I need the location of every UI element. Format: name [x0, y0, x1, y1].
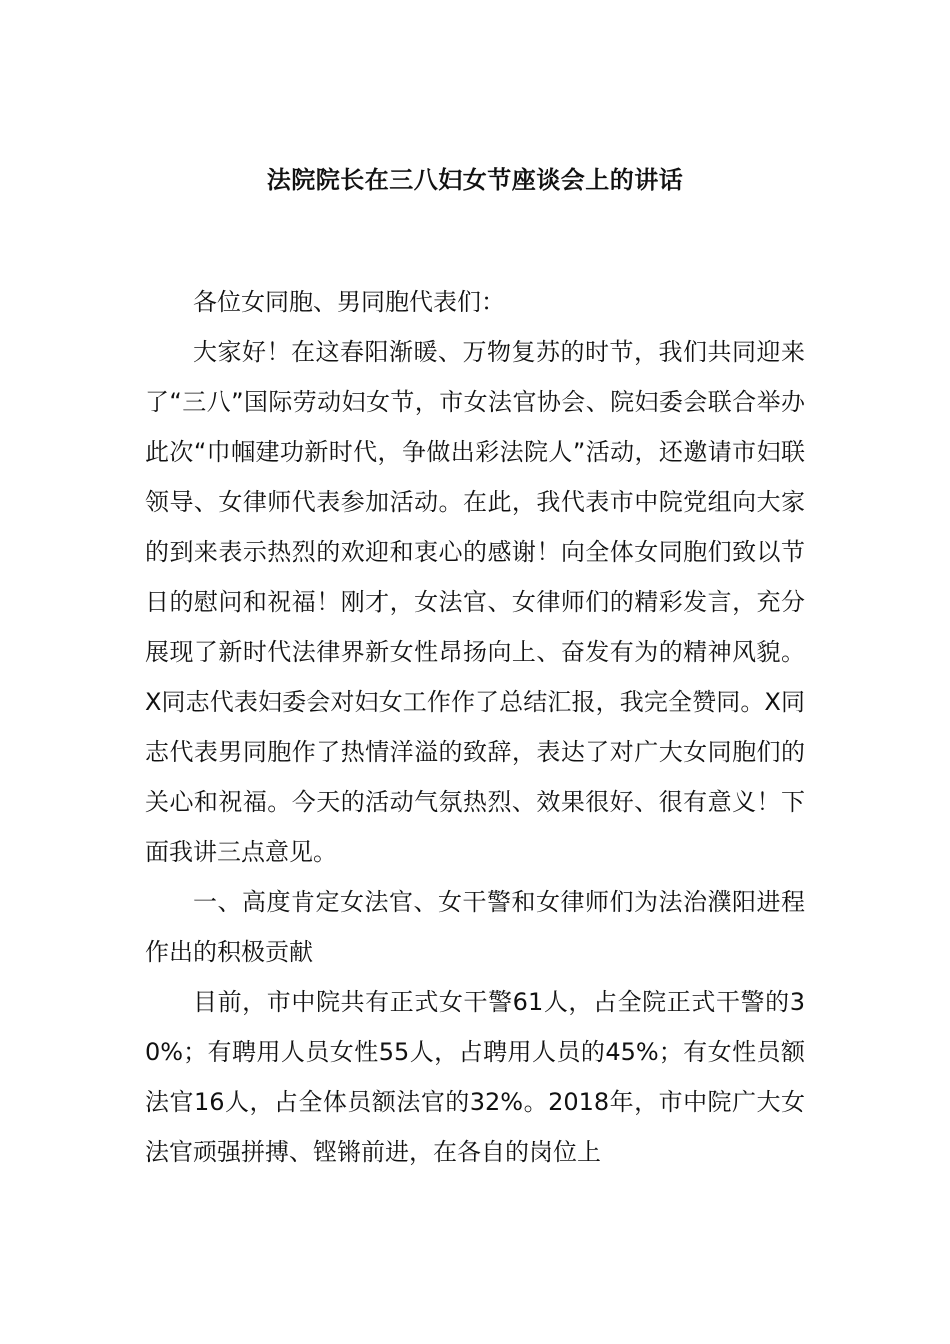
salutation-paragraph: 各位女同胞、男同胞代表们： — [193, 288, 505, 316]
document-body — [145, 277, 805, 1177]
statistics-paragraph: 目前，市中院共有正式女干警61人，占全院正式干警的30%；有聘用人员女性55人，占聘用人员的45%；有女性员额法官16人，占全体员额法官的32%。2018年，市中院广大女法官顽强拼搏、铿锵前进，在各自的岗位上 — [145, 988, 805, 1166]
opening-paragraph: 大家好！在这春阳渐暖、万物复苏的时节，我们共同迎来了“三八”国际劳动妇女节，市女法官协会、院妇委会联合举办此次“巾帼建功新时代，争做出彩法院人”活动，还邀请市妇联领导、女律师代表参加活动。在此，我代表市中院党组向大家的到来表示热烈的欢迎和衷心的感谢！向全体女同胞们致以节日的慰问和祝福！刚才，女法官、女律师们的精彩发言，充分展现了新时代法律界新女性昂扬向上、奋发有为的精神风貌。X同志代表妇委会对妇女工作作了总结汇报，我完全赞同。X同志代表男同胞作了热情洋溢的致辞，表达了对广大女同胞们的关心和祝福。今天的活动气氛热烈、效果很好、很有意义！下面我讲三点意见。 — [145, 338, 805, 866]
section-heading-paragraph: 一、高度肯定女法官、女干警和女律师们为法治濮阳进程作出的积极贡献 — [145, 888, 805, 966]
page-title: 法院院长在三八妇女节座谈会上的讲话 — [266, 166, 684, 194]
